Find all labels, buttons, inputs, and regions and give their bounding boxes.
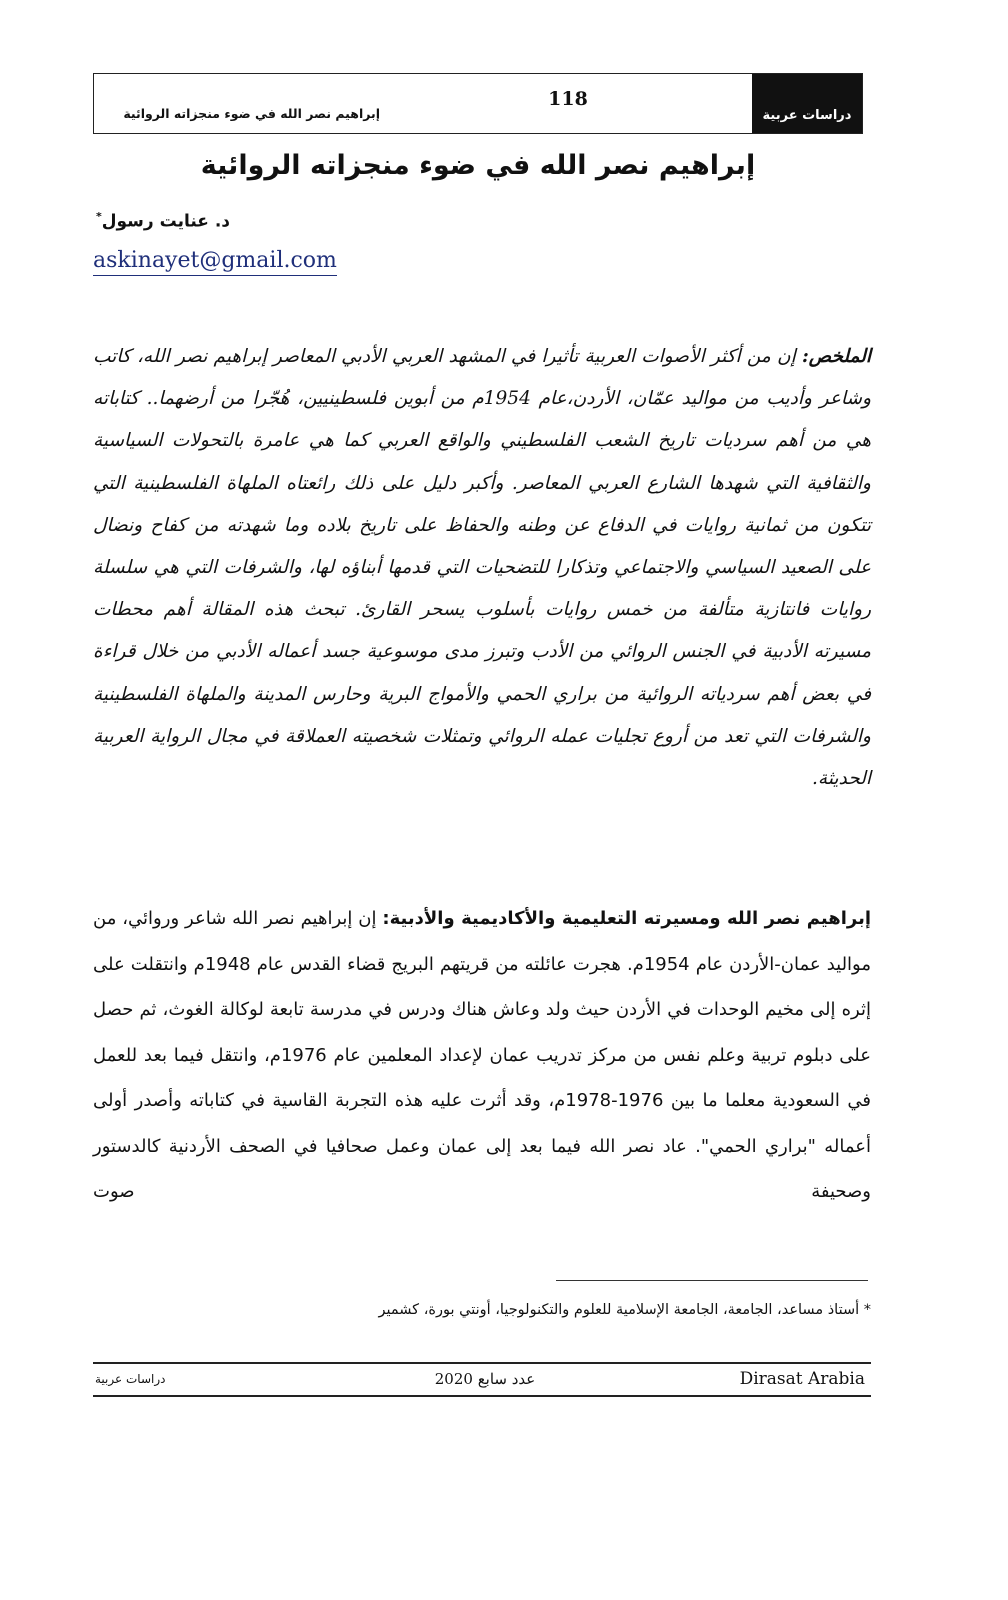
author-name: د. عنايت رسول: [101, 211, 230, 232]
section-paragraph: [93, 896, 871, 1215]
abstract-text: إن من أكثر الأصوات العربية تأثيرا في المشهد العربي الأدبي المعاصر إبراهيم نصر الله، كاتب وشاعر وأديب من مواليد عمّان، الأردن،عام 1954م من أبوين فلسطينيين، هُجّرا من أرضهما.. كتاباته هي من أهم سرديات تاريخ الشعب الفلسطيني والواقع العربي كما هي عامرة بالتحولات السياسية والثقافية التي شهدها الشارع العربي المعاصر. وأكبر دليل على ذلك رائعتاه الملهاة الفلسطينية التي تتكون من ثمانية روايات في الدفاع عن وطنه والحفاظ على تاريخ بلاده وما شهدته من كفاح ونضال على الصعيد السياسي والاجتماعي وتذكارا للتضحيات التي قدمها أبناؤه لها، والشرفات التي هي سلسلة روايات فانتازية متألفة من خمس روايات بأسلوب يسحر القارئ. تبحث هذه المقالة أهم محطات مسيرته الأدبية في الجنس الروائي من الأدب وتبرز مدى موسوعية جسد أعماله الأدبي من خلال قراءة في بعض أهم سردياته الروائية من براري الحمي والأمواج البرية وحارس المدينة والملهاة الفلسطينية والشرفات التي تعد من أروع تجليات عمله الروائي وتمثلات شخصيته العملاقة في مجال الرواية العربية الحديثة.: [93, 346, 871, 790]
article-title: إبراهيم نصر الله في ضوء منجزاته الروائية: [200, 150, 756, 181]
author-line: [96, 210, 230, 232]
running-title: إبراهيم نصر الله في ضوء منجزاته الروائية: [123, 106, 380, 121]
page-number: 118: [548, 87, 588, 110]
section-text: إن إبراهيم نصر الله شاعر وروائي، من مواليد عمان-الأردن عام 1954م. هجرت عائلته من قريتهم البريج قضاء القدس عام 1948م وانتقلت على إثره إلى مخيم الوحدات في الأردن حيث ولد وعاش هناك ودرس في مدرسة تابعة لوكالة الغوث، ثم حصل على دبلوم تربية وعلم نفس من مركز تدريب عمان لإعداد المعلمين عام 1976م، وانتقل فيما بعد للعمل في السعودية معلما ما بين 1976-1978م، وقد أثرت عليه هذه التجربة القاسية في كتاباته وأصدر أولى أعماله "براري الحمي". عاد نصر الله فيما بعد إلى عمان وعمل صحافيا في الصحف الأردنية كالدستور وصحيفة صوت: [93, 908, 871, 1202]
footer-rule-bottom: [93, 1395, 871, 1397]
abstract-label: الملخص:: [801, 346, 871, 367]
footer-journal-english: Dirasat Arabia: [739, 1369, 865, 1389]
journal-tab: دراسات عربية: [752, 74, 862, 133]
page-header: [93, 73, 863, 134]
footnote-divider: [556, 1280, 868, 1281]
author-email-link[interactable]: askinayet@gmail.com: [93, 248, 337, 276]
footer-journal-arabic: دراسات عربية: [95, 1372, 166, 1386]
abstract-paragraph: [93, 336, 871, 800]
footer-rule-top: [93, 1362, 871, 1364]
footnote: * أستاذ مساعد، الجامعة، الجامعة الإسلامية للعلوم والتكنولوجيا، أونتي بورة، كشمير: [378, 1302, 871, 1318]
author-footnote-mark: *: [95, 210, 102, 223]
section-heading: إبراهيم نصر الله ومسيرته التعليمية والأكاديمية والأدبية:: [382, 908, 872, 929]
footer-issue: عدد سابع 2020: [434, 1370, 536, 1388]
